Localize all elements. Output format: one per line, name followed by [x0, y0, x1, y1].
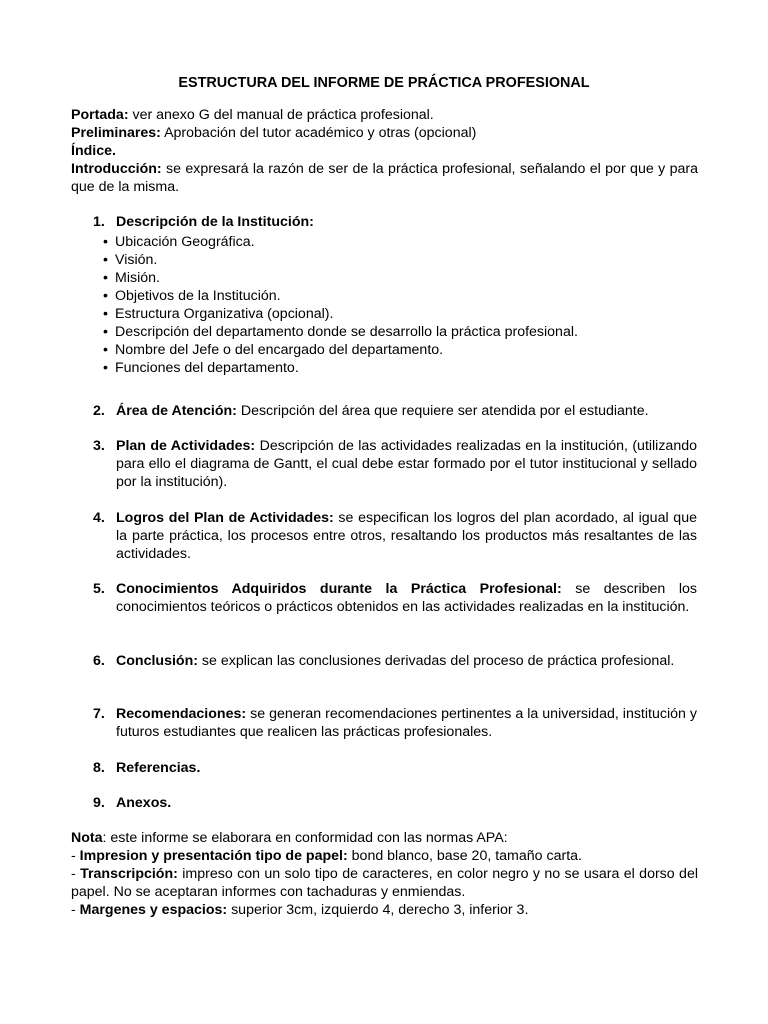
indice-line [71, 142, 698, 160]
section-number: 2. [93, 403, 105, 419]
section-label: Logros del Plan de Actividades: [116, 510, 334, 526]
institution-bullet-list [103, 233, 663, 377]
section-label: Área de Atención: [116, 403, 237, 419]
section-1 [93, 213, 697, 231]
section-number: 7. [93, 706, 105, 722]
bullet-icon: • [103, 342, 108, 358]
section-number: 9. [93, 795, 105, 811]
bullet-icon: • [103, 306, 108, 322]
section-label: Conclusión: [116, 653, 198, 669]
portada-label: Portada: [71, 107, 129, 123]
nota-item-transcripcion: - Transcripción: impreso con un solo tipo de caracteres, en color negro y no se usara el dorso del papel. No se aceptaran informes con tachaduras y enmiendas. [71, 866, 698, 900]
portada-line [71, 106, 698, 124]
nota-item-margenes: - Margenes y espacios: superior 3cm, izquierdo 4, derecho 3, inferior 3. [71, 902, 529, 918]
section-7 [93, 705, 697, 741]
section-label: Plan de Actividades: [116, 438, 256, 454]
section-number: 6. [93, 653, 105, 669]
introduccion-label: Introducción: [71, 161, 162, 177]
list-item: • Objetivos de la Institución. [103, 288, 281, 304]
list-item: • Funciones del departamento. [103, 360, 299, 376]
section-9 [93, 794, 697, 812]
bullet-icon: • [103, 324, 108, 340]
bullet-icon: • [103, 360, 108, 376]
preliminares-line [71, 124, 698, 142]
section-number: 1. [93, 214, 105, 230]
nota-text: : este informe se elaborara en conformidad con las normas APA: [102, 830, 508, 846]
section-text: se explican las conclusiones derivadas del proceso de práctica profesional. [197, 653, 675, 669]
section-2 [93, 402, 697, 420]
section-label: Anexos. [116, 795, 172, 811]
bullet-icon: • [103, 234, 108, 250]
bullet-icon: • [103, 270, 108, 286]
nota-line [71, 829, 698, 847]
section-number: 3. [93, 438, 105, 454]
section-3 [93, 437, 697, 491]
section-number: 8. [93, 760, 105, 776]
introduccion-text: se expresará la razón de ser de la práctica profesional, señalando el por que y para que de la misma. [71, 161, 698, 195]
portada-text: ver anexo G del manual de práctica profesional. [128, 107, 434, 123]
section-number: 5. [93, 581, 105, 597]
list-item: • Ubicación Geográfica. [103, 234, 255, 250]
section-text: se generan recomendaciones pertinentes a la universidad, institución y futuros estudiantes que realicen las prácticas profesionales. [116, 706, 697, 740]
nota-item-papel: - Impresion y presentación tipo de papel: bond blanco, base 20, tamaño carta. [71, 848, 582, 864]
section-label: Descripción de la Institución: [116, 214, 314, 230]
section-text: se especifican los logros del plan acordado, al igual que la parte práctica, los procesos entre otros, resaltando los productos más resaltantes de las actividades. [116, 510, 697, 562]
nota-label: Nota [71, 830, 103, 846]
section-label: Recomendaciones: [116, 706, 247, 722]
section-text: se describen los conocimientos teóricos o prácticos obtenidos en las actividades realizadas en la institución. [116, 581, 697, 615]
preliminares-label: Preliminares: [71, 125, 161, 141]
section-label: Conocimientos Adquiridos durante la Práctica Profesional: [116, 581, 562, 597]
section-8 [93, 759, 697, 777]
section-label: Referencias. [116, 760, 201, 776]
list-item: • Misión. [103, 270, 160, 286]
list-item: • Descripción del departamento donde se desarrollo la práctica profesional. [103, 324, 578, 340]
list-item: • Nombre del Jefe o del encargado del departamento. [103, 342, 444, 358]
section-6 [93, 652, 697, 670]
section-5 [93, 580, 697, 616]
bullet-icon: • [103, 288, 108, 304]
introduccion-paragraph [71, 160, 698, 196]
section-text: Descripción del área que requiere ser atendida por el estudiante. [236, 403, 649, 419]
list-item: • Estructura Organizativa (opcional). [103, 306, 334, 322]
section-text: Descripción de las actividades realizadas en la institución, (utilizando para ello el diagrama de Gantt, el cual debe estar formado por el tutor institucional y sellado por la institución). [116, 438, 697, 490]
section-4 [93, 509, 697, 563]
preliminares-text: Aprobación del tutor académico y otras (opcional) [160, 125, 477, 141]
document-title: ESTRUCTURA DEL INFORME DE PRÁCTICA PROFESIONAL [178, 75, 590, 91]
list-item: • Visión. [103, 252, 158, 268]
section-number: 4. [93, 510, 105, 526]
indice-label: Índice. [71, 143, 116, 159]
bullet-icon: • [103, 252, 108, 268]
